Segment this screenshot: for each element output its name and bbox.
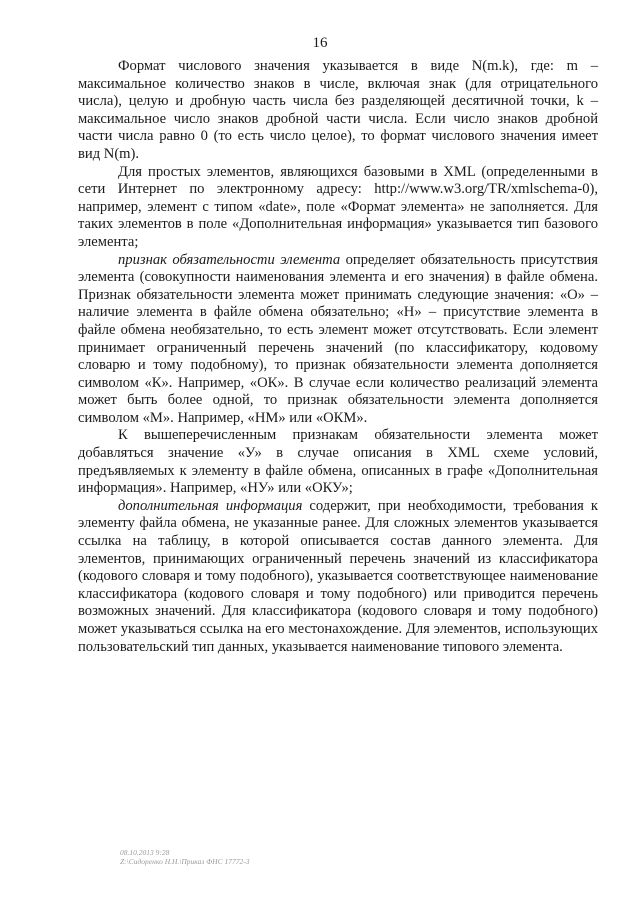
paragraph-lead: признак обязательности элемента — [118, 251, 341, 268]
paragraph-lead: дополнительная информация — [118, 497, 303, 514]
paragraph-mandatory-flag — [78, 252, 598, 428]
page-number: 16 — [312, 35, 328, 51]
stamp-date: 08.10.2013 9:28 — [120, 848, 170, 857]
paragraph-text: содержит, при необходимости, требования к элементу файла обмена, не указанные ранее. Для сложных элементов указывается ссылка на таблицу, в которой описывается состав данного элемента. Для элементов, принимающих ограниченный перечень значений из классификатора (кодового словаря и тому подобного), указывается соответствующее наименование классификатора (кодового словаря и тому подобного) или приводится перечень возможных значений. Для классификатора (кодового словаря и тому подобного) может указываться ссылка на его местонахождение. Для элементов, использующих пользовательский тип данных, указывается наименование типового элемента. — [78, 497, 599, 655]
paragraph-text: К вышеперечисленным признакам обязательности элемента может добавляться значение «У» в случае описания в XML схеме условий, предъявляемых к элементу в файле обмена, описанных в графе «Дополнительная информация». Например, «НУ» или «ОКУ»; — [78, 427, 598, 497]
paragraph-base-xml-types — [78, 164, 598, 252]
body-text — [78, 58, 598, 656]
paragraph-text: определяет обязательность присутствия элемента (совокупности наименования элемента и его значения) в файле обмена. Признак обязательности элемента может принимать следующие значения: «О» – наличие элемента в файле обмена обязательно; «Н» – присутствие элемента в файле обмена необязательно, то есть элемент может отсутствовать. Если элемент принимает ограниченный перечень значений (по классификатору, кодовому словарю и тому подобному), то признак обязательности элемента дополняется символом «К». Например, «ОК». В случае если количество реализаций элемента может быть более одной, то признак обязательности элемента дополняется символом «М». Например, «НМ» или «ОКМ». — [78, 251, 598, 426]
paragraph-number-format — [78, 58, 598, 164]
paragraph-text: Формат числового значения указывается в виде N(m.k), где: m – максимальное количество знаков в числе, включая знак (для отрицательного числа), целую и дробную часть числа без разделяющей десятичной точки, k – максимальное число знаков дробной части числа. Если число знаков дробной части числа равно 0 (то есть число целое), то формат числового значения имеет вид N(m). — [78, 58, 598, 162]
print-stamp — [120, 848, 249, 866]
paragraph-condition-flag — [78, 427, 598, 497]
paragraph-additional-info — [78, 498, 598, 656]
paragraph-text: Для простых элементов, являющихся базовыми в XML (определенными в сети Интернет по электронному адресу: http://www.w3.org/TR/xmlschema-0), например, элемент с типом «date», поле «Формат элемента» не заполняется. Для таких элементов в поле «Дополнительная информация» указывается тип базового элемента; — [78, 163, 598, 250]
stamp-path: Z:\Сидоренко Н.Н.\Приказ ФНС 17772-3 — [120, 857, 250, 866]
